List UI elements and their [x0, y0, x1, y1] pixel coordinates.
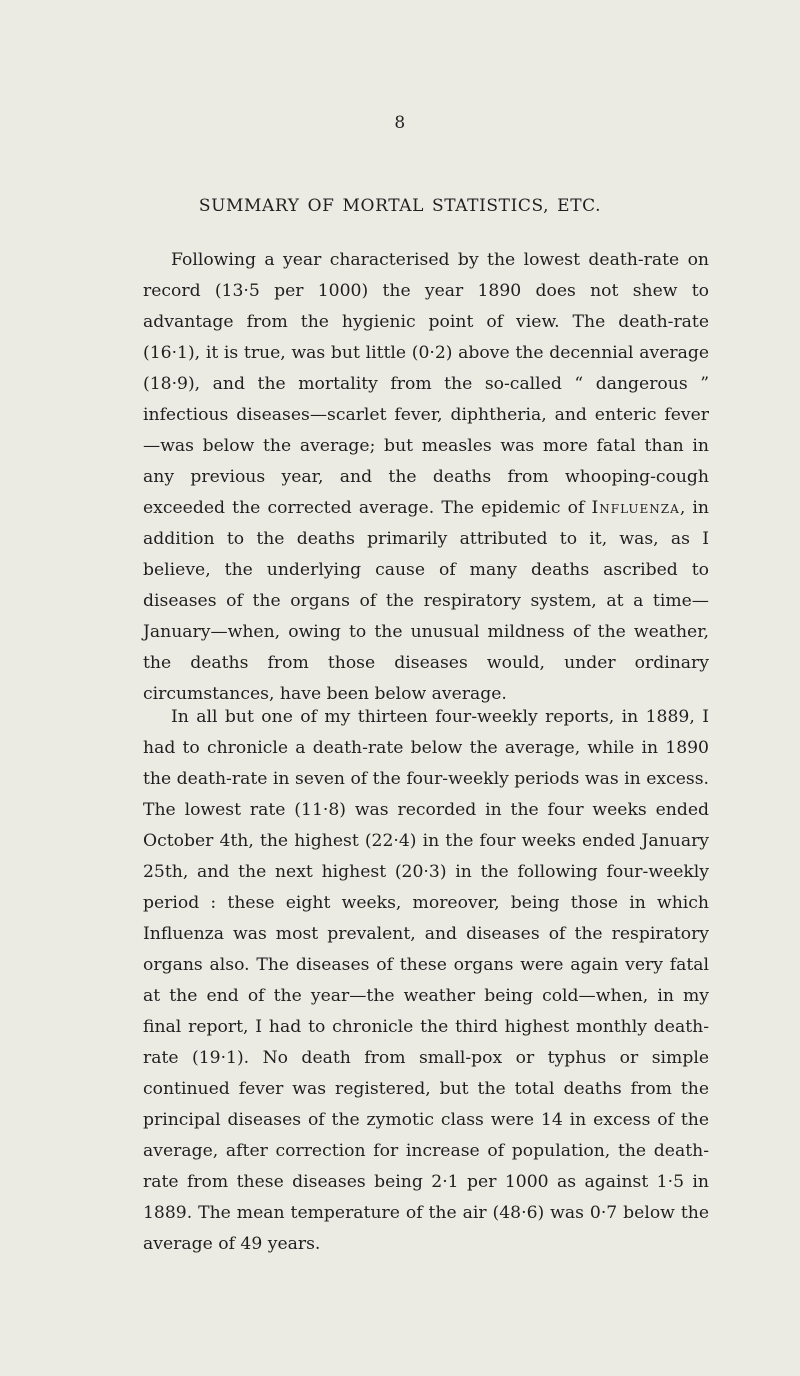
page-number: 8: [394, 113, 406, 133]
paragraph-four-weekly-reports: In all but one of my thirteen four-weekly reports, in 1889, I had to chronicle a death-rate below the average, while in 1890 the death-rate in seven of the four-weekly periods was in excess. The lowest rate (11·8) was recorded in the four weeks ended October 4th, the highest (22·4) in the four weeks ended January 25th, and the next highest (20·3) in the following four-weekly period : these eight weeks, moreover, being those in which Influenza was most prevalent, and diseases of the respiratory organs also. The diseases of these organs were again very fatal at the end of the year—the weather being cold—when, in my final report, I had to chronicle the third highest monthly death-rate (19·1). No death from small-pox or typhus or simple continued fever was registered, but the total deaths from the principal diseases of the zymotic class were 14 in excess of the average, after correction for increase of population, the death-rate from these diseases being 2·1 per 1000 as against 1·5 in 1889. The mean temperature of the air (48·6) was 0·7 below the average of 49 years.: [143, 707, 709, 1254]
section-heading: SUMMARY OF MORTAL STATISTICS, ETC.: [198, 196, 602, 216]
paragraph-text: , in addition to the deaths primarily attributed to it, was, as I believe, the underlying cause of many deaths ascribed to diseases of the organs of the respiratory system, at a time—January—when, owing to the unusual mildness of the weather, the deaths from those diseases would, under ordinary circumstances, have been below average.: [143, 498, 710, 704]
influenza-term: Influenza: [591, 498, 680, 518]
paragraph-text: Following a year characterised by the lowest death-rate on record (13·5 per 1000) the year 1890 does not shew to advantage from the hygienic point of view. The death-rate (16·1), it is true, was but little (0·2) above the decennial average (18·9), and the mortality from the so-called “ dangerous ” infectious diseases—scarlet fever, diphtheria, and enteric fever—was below the average; but measles was more fatal than in any previous year, and the deaths from whooping-cough exceeded the corrected average. The epidemic of: [143, 250, 709, 518]
paragraph-mortality-summary: [143, 245, 709, 710]
